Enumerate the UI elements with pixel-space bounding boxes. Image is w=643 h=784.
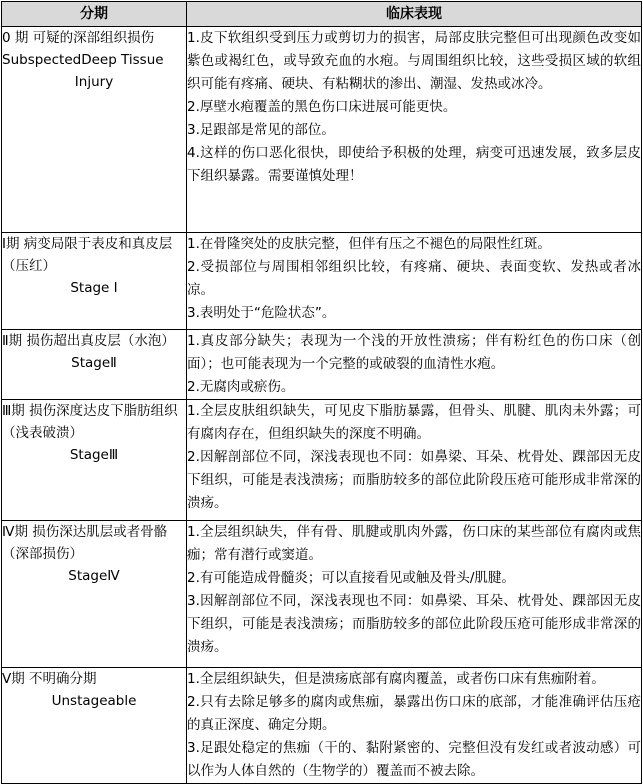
clinical-point: 2.无腐肉或瘀伤。 [187, 379, 295, 395]
clinical-point: 2.有可能造成骨髓炎；可以直接看见或触及骨头/肌腱。 [187, 570, 515, 586]
clinical-point: 1.在骨隆突处的皮肤完整，但伴有压之不褪色的局限性红斑。 [187, 236, 551, 252]
stage-english-name: SubspectedDeep Tissue [2, 52, 164, 68]
stage-name: Ⅲ期 损伤深度达皮下脂肪组织（浅表破溃） [2, 403, 178, 441]
clinical-cell [187, 27, 642, 233]
stage-cell [2, 330, 187, 400]
table-row [2, 400, 642, 521]
stage-english-name: Unstageable [51, 693, 137, 709]
clinical-point: 1.全层皮肤组织缺失，可见皮下脂肪暴露，但骨头、肌腱、肌肉未外露；可有腐肉存在，但组织缺失的深度不明确。 [187, 403, 641, 442]
stage-english-name: StageⅢ [69, 447, 119, 463]
pressure-ulcer-staging-table [1, 1, 642, 784]
clinical-cell [187, 330, 642, 400]
stage-name: Ⅳ期 损伤深达肌层或者骨骼（深部损伤） [2, 524, 168, 562]
clinical-cell [187, 668, 642, 784]
clinical-point: 2.只有去除足够多的腐肉或焦痂，暴露出伤口床的底部，才能准确评估压疮的真正深度、确定分期。 [187, 694, 641, 733]
table-header-row [2, 2, 642, 27]
stage-name: 0 期 可疑的深部组织损伤 [2, 30, 155, 46]
table-row [2, 233, 642, 330]
clinical-point: 3.表明处于“危险状态”。 [187, 305, 336, 321]
clinical-point: 1.全层组织缺失，伴有骨、肌腱或肌肉外露，伤口床的某些部位有腐肉或焦痂；常有潜行或窦道。 [187, 524, 641, 563]
clinical-point: 1.皮下软组织受到压力或剪切力的损害，局部皮肤完整但可出现颜色改变如紫色或褐红色，或导致充血的水疱。与周围组织比较，这些受损区域的软组织可能有疼痛、硬块、有粘糊状的渗出、潮湿、发热或冰冷。 [187, 30, 641, 92]
clinical-cell [187, 521, 642, 668]
table-row [2, 521, 642, 668]
clinical-point: 2.厚壁水疱覆盖的黑色伤口床进展可能更快。 [187, 99, 457, 115]
clinical-point: 1.真皮部分缺失；表现为一个浅的开放性溃疡；伴有粉红色的伤口床（创面）；也可能表现为一个完整的或破裂的血清性水疱。 [187, 333, 641, 372]
clinical-cell [187, 400, 642, 521]
clinical-point: 4.这样的伤口恶化很快，即使给予积极的处理，病变可迅速发展，致多层皮下组织暴露。需要谨慎处理！ [187, 145, 641, 184]
clinical-point: 2.受损部位与周围相邻组织比较，有疼痛、硬块、表面变软、发热或者冰凉。 [187, 259, 641, 298]
clinical-point: 3.足跟部是常见的部位。 [187, 122, 335, 138]
stage-english-name: StageⅣ [68, 568, 120, 584]
stage-cell [2, 27, 187, 233]
stage-english-name: Stage Ⅰ [70, 280, 118, 296]
clinical-column-header: 临床表现 [187, 2, 642, 27]
clinical-cell [187, 233, 642, 330]
table-row [2, 668, 642, 784]
stage-column-header: 分期 [2, 2, 187, 27]
clinical-point: 3.因解剖部位不同，深浅表现也不同：如鼻梁、耳朵、枕骨处、踝部因无皮下组织，可能是表浅溃疡；而脂肪较多的部位此阶段压疮可能形成非常深的溃疡。 [187, 593, 641, 655]
stage-name: Ⅰ期 病变局限于表皮和真皮层（压红） [2, 236, 173, 274]
stage-cell [2, 668, 187, 784]
clinical-point: 2.因解剖部位不同，深浅表现也不同：如鼻梁、耳朵、枕骨处、踝部因无皮下组织，可能是表浅溃疡；而脂肪较多的部位此阶段压疮可能形成非常深的溃疡。 [187, 449, 641, 511]
stage-name: Ⅱ期 损伤超出真皮层（水泡） [2, 333, 175, 349]
table-row [2, 27, 642, 233]
stage-cell [2, 521, 187, 668]
table-row [2, 330, 642, 400]
stage-name: Ⅴ期 不明确分期 [2, 671, 97, 687]
clinical-point: 1.全层组织缺失，但是溃疡底部有腐肉覆盖，或者伤口床有焦痂附着。 [187, 671, 605, 687]
clinical-point: 3.足跟处稳定的焦痂（干的、黏附紧密的、完整但没有发红或者波动感）可以作为人体自然的（生物学的）覆盖而不被去除。 [187, 740, 641, 779]
stage-english-name: StageⅡ [71, 355, 117, 371]
stage-cell [2, 400, 187, 521]
stage-english-name: Injury [74, 74, 114, 90]
stage-cell [2, 233, 187, 330]
